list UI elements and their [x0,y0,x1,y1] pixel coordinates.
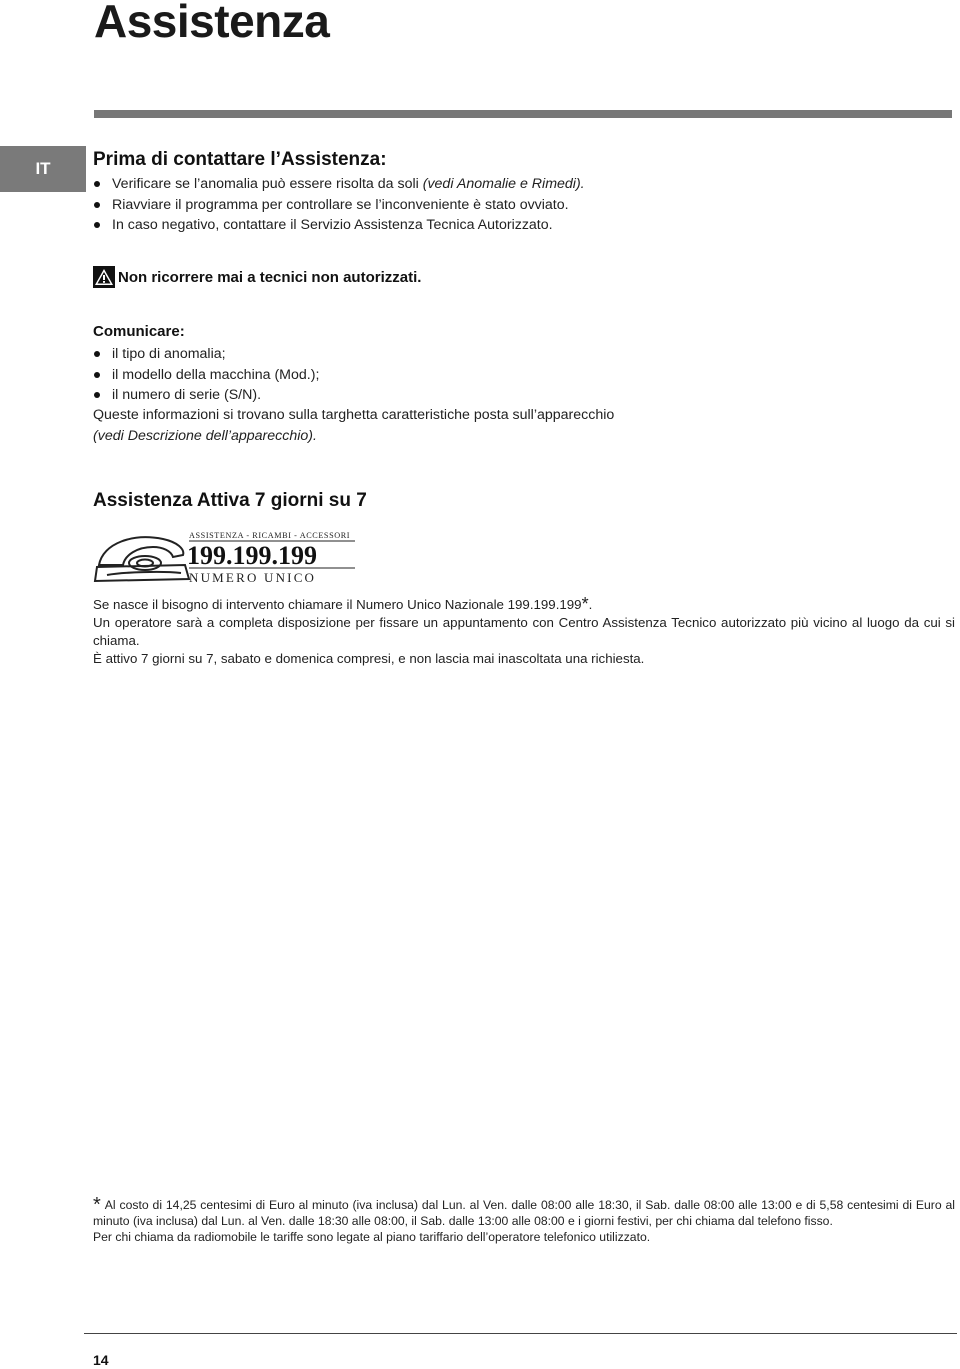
telephone-icon [95,537,189,581]
attiva-paragraph-3: È attivo 7 giorni su 7, sabato e domenica compresi, e non lascia mai inascoltata una richiesta. [93,651,645,666]
prima-list [93,174,955,236]
warning-text: Non ricorrere mai a tecnici non autorizzati. [118,268,422,286]
page-number: 14 [93,1352,109,1368]
list-item: il modello della macchina (Mod.); [93,365,955,386]
list-item: In caso negativo, contattare il Servizio Assistenza Tecnica Autorizzato. [93,215,955,236]
attiva-title: Assistenza Attiva 7 giorni su 7 [93,490,367,511]
attiva-paragraph-2: Un operatore sarà a completa disposizione per fissare un appuntamento con Centro Assistenza Tecnico autorizzato più vicino al luogo da cui si chiama. [93,615,955,648]
logo-top-text: ASSISTENZA - RICAMBI - ACCESSORI [189,531,351,540]
comunicare-title: Comunicare: [93,323,185,340]
prima-list-container [93,174,955,236]
warning-row [93,266,955,288]
numero-unico-logo [93,525,363,587]
list-item: il tipo di anomalia; [93,344,955,365]
title-rule [94,110,952,118]
comunicare-list-container [93,344,955,406]
info-text: Queste informazioni si trovano sulla targhetta caratteristiche posta sull’apparecchio (vedi Descrizione dell’apparecchio). [93,407,615,444]
warning-triangle-icon [93,266,115,288]
prima-section-heading [93,149,955,171]
footnote [93,1194,955,1245]
logo-number: 199.199.199 [187,541,317,570]
footer-rule [84,1333,957,1334]
list-item: Riavviare il programma per controllare se l’inconveniente è stato ovviato. [93,195,955,216]
list-item: Verificare se l’anomalia può essere risolta da soli (vedi Anomalie e Rimedi). [93,174,955,195]
prima-title: Prima di contattare l’Assistenza: [93,149,387,170]
page-title: Assistenza [94,0,330,47]
language-tab: IT [0,146,86,192]
comunicare-list [93,344,955,406]
footnote-paragraph-1: * Al costo di 14,25 centesimi di Euro al minuto (iva inclusa) dal Lun. al Ven. dalle 08:00 alle 18:30, il Sab. dalle 08:00 alle 13:00 e di 5,58 centesimi di Euro al minuto (iva inclusa) dal Lun. al Ven. dalle 18:30 alle 08:00, il Sab. dalle 13:00 alle 08:00 e i giorni festivi, per chi chiama dal telefono fisso. [93,1194,955,1228]
attiva-section-heading [93,490,955,512]
attiva-body [93,596,955,668]
footnote-paragraph-2: Per chi chiama da radiomobile le tariffe sono legate al piano tariffario dell’operatore telefonico utilizzato. [93,1230,651,1244]
logo-bottom-text: NUMERO UNICO [189,570,317,585]
attiva-paragraph-1: Se nasce il bisogno di intervento chiamare il Numero Unico Nazionale 199.199.199*. [93,594,593,614]
list-item: il numero di serie (S/N). [93,385,955,406]
